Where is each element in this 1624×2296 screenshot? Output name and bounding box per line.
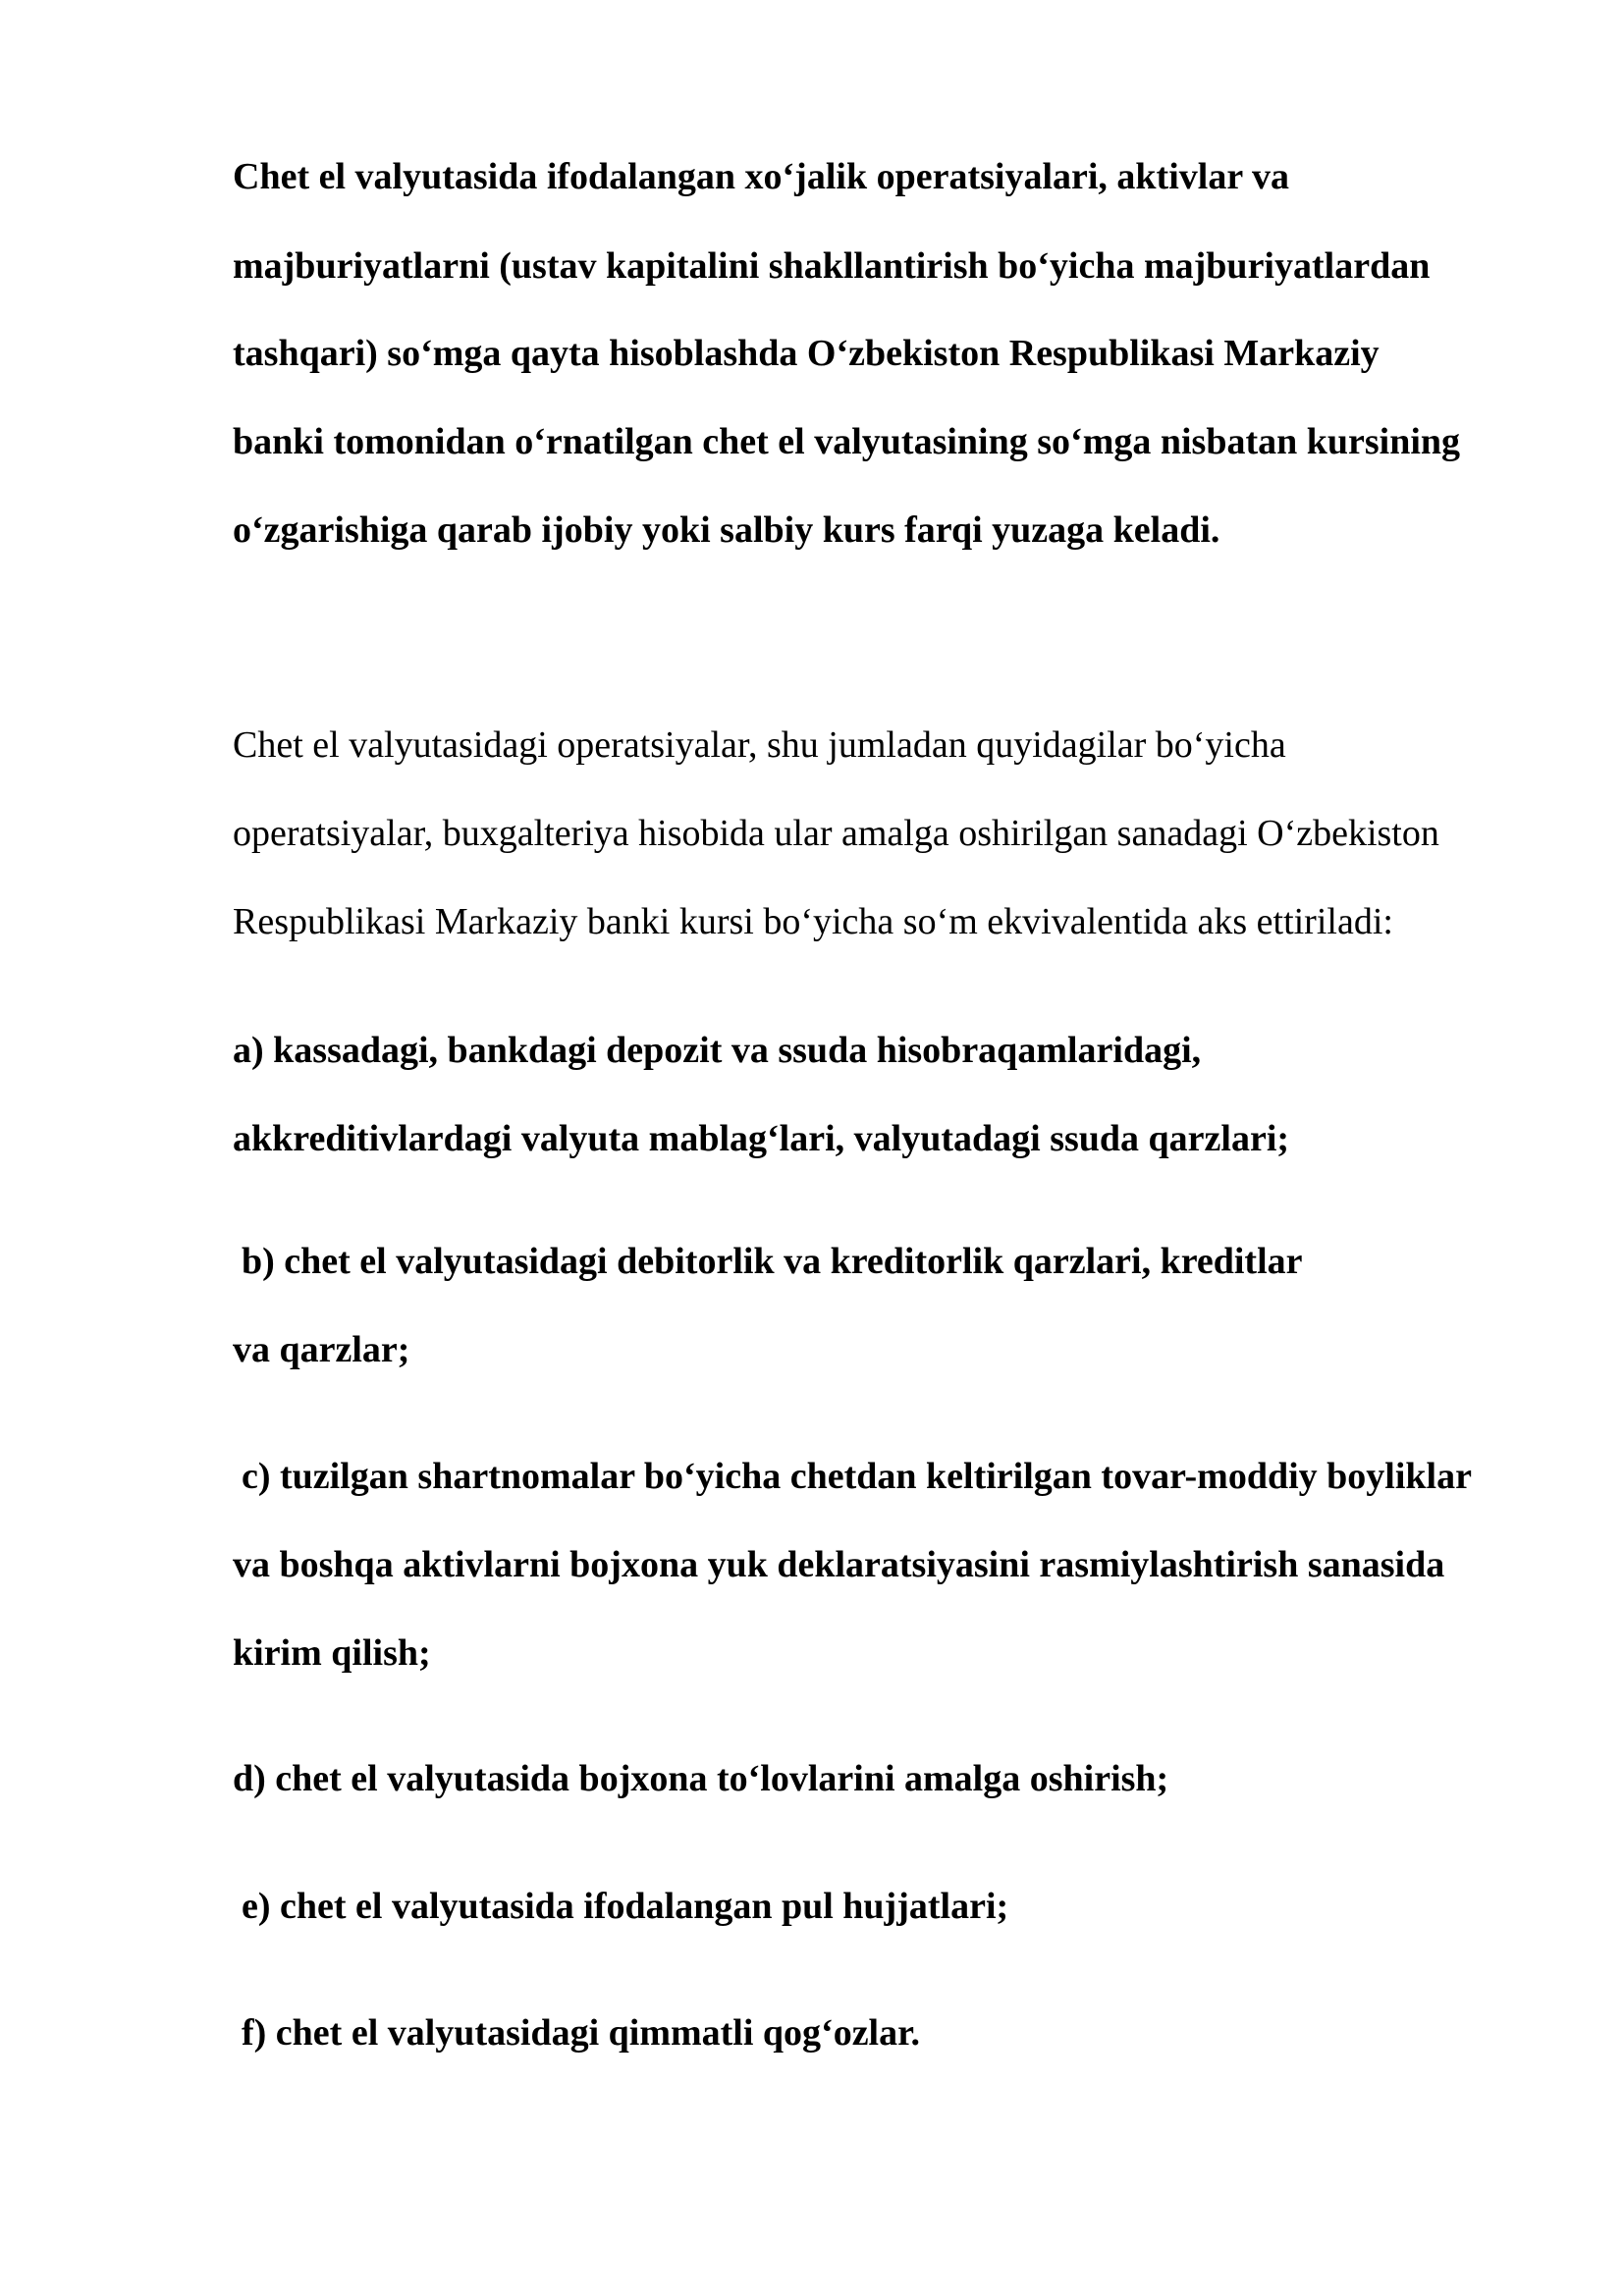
- list-item-b-line-1: b) chet el valyutasidagi debitorlik va kreditorlik qarzlari, kreditlar: [242, 1241, 1303, 1282]
- list-item-a-line-2: akkreditivlardagi valyuta mablag‘lari, valyutadagi ssuda qarzlari;: [233, 1118, 1290, 1159]
- list-item-f-line-1: f) chet el valyutasidagi qimmatli qog‘ozlar.: [242, 2012, 920, 2054]
- list-item-e-line-1: e) chet el valyutasida ifodalangan pul hujjatlari;: [242, 1886, 1009, 1927]
- list-item-c-line-1: c) tuzilgan shartnomalar bo‘yicha chetdan keltirilgan tovar-moddiy boyliklar: [242, 1456, 1472, 1497]
- list-item-c-line-2: va boshqa aktivlarni bojxona yuk deklaratsiyasini rasmiylashtirish sanasida: [233, 1544, 1445, 1585]
- intro-line-2: majburiyatlarni (ustav kapitalini shakllantirish bo‘yicha majburiyatlardan: [233, 245, 1431, 287]
- list-item-a-line-1: a) kassadagi, bankdagi depozit va ssuda hisobraqamlaridagi,: [233, 1030, 1202, 1071]
- intro-line-5: o‘zgarishiga qarab ijobiy yoki salbiy kurs farqi yuzaga keladi.: [233, 509, 1220, 551]
- operations-line-2: operatsiyalar, buxgalteriya hisobida ular amalga oshirilgan sanadagi O‘zbekiston: [233, 813, 1439, 854]
- operations-line-1: Chet el valyutasidagi operatsiyalar, shu jumladan quyidagilar bo‘yicha: [233, 724, 1286, 766]
- intro-line-3: tashqari) so‘mga qayta hisoblashda O‘zbekiston Respublikasi Markaziy: [233, 333, 1380, 374]
- operations-line-3: Respublikasi Markaziy banki kursi bo‘yicha so‘m ekvivalentida aks ettiriladi:: [233, 901, 1393, 942]
- list-item-d-line-1: d) chet el valyutasida bojxona to‘lovlarini amalga oshirish;: [233, 1758, 1169, 1799]
- intro-line-1: Chet el valyutasida ifodalangan xo‘jalik operatsiyalari, aktivlar va: [233, 156, 1290, 197]
- list-item-b-line-2: va qarzlar;: [233, 1329, 410, 1370]
- intro-line-4: banki tomonidan o‘rnatilgan chet el valyutasining so‘mga nisbatan kursining: [233, 421, 1461, 462]
- list-item-c-line-3: kirim qilish;: [233, 1632, 431, 1674]
